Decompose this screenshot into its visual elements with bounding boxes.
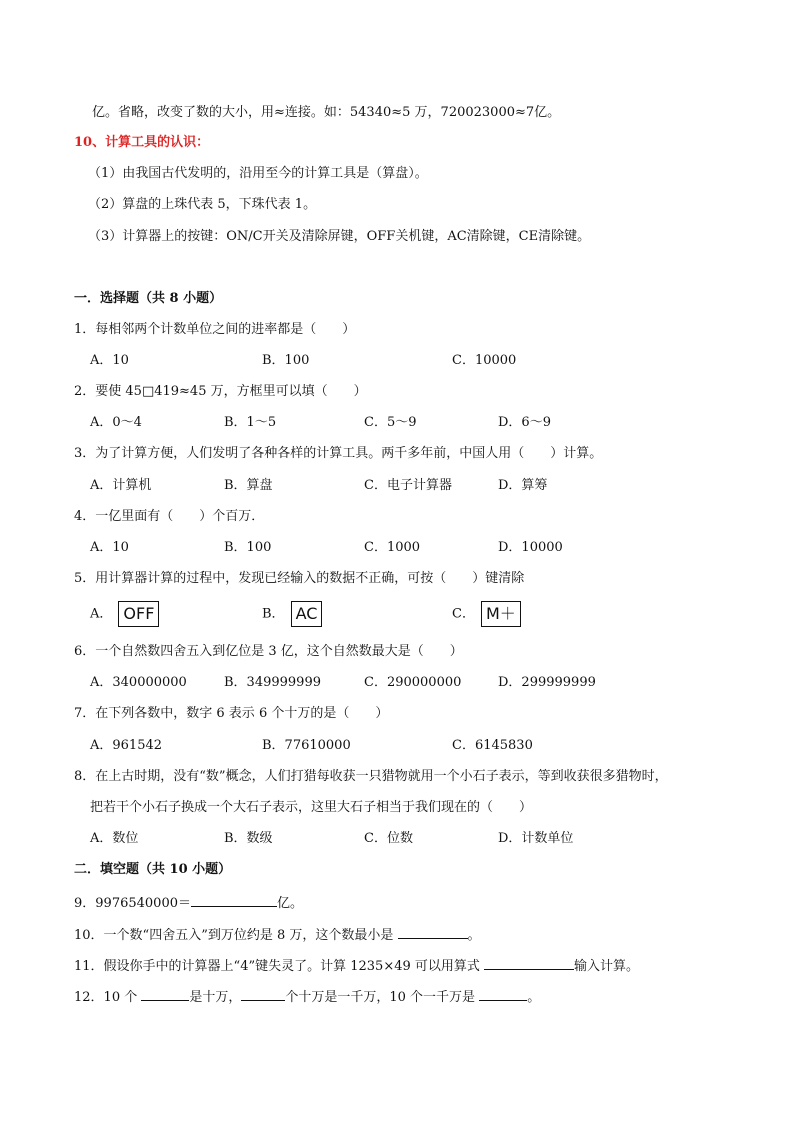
q11-answer-blank[interactable] (484, 955, 574, 970)
q4-option-c[interactable]: C．1000 (364, 540, 421, 555)
question-3-stem: 3．为了计算方便，人们发明了各种各样的计算工具。两千多年前，中国人用（ ）计算。 (74, 446, 603, 461)
question-8-stem-continued: 把若干个小石子换成一个大石子表示，这里大石子相当于我们现在的（ ） (90, 800, 533, 815)
q9-text-after: 亿。 (276, 896, 303, 911)
q12-answer-blank-1[interactable] (141, 986, 189, 1001)
question-11 (74, 955, 639, 976)
q1-option-c[interactable]: C．10000 (452, 353, 517, 368)
q11-text-before: 11．假设你手中的计算器上“4”键失灵了。计算 1235×49 可以用算式 (74, 959, 485, 974)
note-item-1: （1）由我国古代发明的，沿用至今的计算工具是（算盘）。 (88, 166, 428, 181)
question-2-stem: 2．要使 45□419≈45 万，方框里可以填（ ） (74, 384, 367, 399)
q3-option-c[interactable]: C．电子计算器 (364, 478, 452, 493)
q2-option-d[interactable]: D．6～9 (498, 415, 551, 430)
question-1-stem: 1．每相邻两个计数单位之间的进率都是（ ） (74, 322, 356, 337)
q10-text-before: 10．一个数“四舍五入”到万位约是 8 万，这个数最小是 (74, 928, 398, 943)
q5-option-a-label: A． (90, 606, 113, 622)
q5-option-b[interactable] (262, 601, 322, 627)
q8-option-d[interactable]: D．计数单位 (498, 831, 574, 846)
q6-option-a[interactable]: A．340000000 (90, 675, 187, 690)
question-5-stem: 5．用计算器计算的过程中，发现已经输入的数据不正确，可按（ ）键清除 (74, 571, 525, 586)
note-item-2: （2）算盘的上珠代表 5，下珠代表 1。 (88, 197, 317, 212)
q6-option-c[interactable]: C．290000000 (364, 675, 462, 690)
q7-option-b[interactable]: B．77610000 (262, 738, 351, 753)
section-2-title: 二．填空题（共 10 小题） (74, 862, 232, 877)
section-10-title: 10、计算工具的认识： (74, 135, 210, 150)
q3-option-d[interactable]: D．算筹 (498, 478, 548, 493)
question-9 (74, 892, 303, 913)
q12-text-1: 12．10 个 (74, 990, 142, 1005)
q1-option-b[interactable]: B．100 (262, 353, 310, 368)
q8-option-b[interactable]: B．数级 (224, 831, 273, 846)
question-6-stem: 6．一个自然数四舍五入到亿位是 3 亿，这个自然数最大是（ ） (74, 644, 463, 659)
off-key: OFF (118, 601, 159, 627)
q12-text-4: 。 (527, 990, 541, 1005)
q1-option-a[interactable]: A．10 (90, 353, 129, 368)
q3-option-b[interactable]: B．算盘 (224, 478, 273, 493)
q2-option-a[interactable]: A．0～4 (90, 415, 142, 430)
q5-option-a[interactable] (90, 601, 159, 627)
q11-text-after: 输入计算。 (574, 959, 640, 974)
q5-option-b-label: B． (262, 606, 285, 622)
q3-option-a[interactable]: A．计算机 (90, 478, 152, 493)
question-7-stem: 7．在下列各数中，数字 6 表示 6 个十万的是（ ） (74, 706, 389, 721)
question-12 (74, 986, 540, 1007)
q12-text-3: 个十万是一千万，10 个一千万是 (285, 990, 480, 1005)
q12-answer-blank-3[interactable] (479, 986, 527, 1001)
section-1-title: 一．选择题（共 8 小题） (74, 291, 223, 306)
q5-option-c-label: C． (452, 606, 475, 622)
m-plus-key: M＋ (481, 601, 521, 627)
q10-answer-blank[interactable] (398, 924, 468, 939)
q8-option-c[interactable]: C．位数 (364, 831, 413, 846)
q6-option-d[interactable]: D．299999999 (498, 675, 596, 690)
note-item-3: （3）计算器上的按键：ON/C开关及清除屏键，OFF关机键，AC清除键，CE清除键。 (88, 229, 591, 244)
question-8-stem: 8．在上古时期，没有“数”概念，人们打猎每收获一只猎物就用一个小石子表示，等到收获很多猎物时， (74, 769, 668, 784)
q6-option-b[interactable]: B．349999999 (224, 675, 321, 690)
q12-answer-blank-2[interactable] (241, 986, 285, 1001)
q2-option-c[interactable]: C．5～9 (364, 415, 417, 430)
q7-option-c[interactable]: C．6145830 (452, 738, 533, 753)
q7-option-a[interactable]: A．961542 (90, 738, 163, 753)
q9-answer-blank[interactable] (191, 892, 277, 907)
note-rounding-line: 亿。省略，改变了数的大小，用≈连接。如：54340≈5 万，720023000≈7亿。 (92, 105, 561, 120)
q8-option-a[interactable]: A．数位 (90, 831, 139, 846)
q4-option-d[interactable]: D．10000 (498, 540, 563, 555)
question-4-stem: 4．一亿里面有（ ）个百万． (74, 509, 265, 524)
q9-text-before: 9．9976540000＝ (74, 896, 191, 911)
ac-key: AC (291, 601, 323, 627)
q10-text-after: 。 (467, 928, 481, 943)
q12-text-2: 是十万， (189, 990, 242, 1005)
q4-option-b[interactable]: B．100 (224, 540, 272, 555)
q2-option-b[interactable]: B．1～5 (224, 415, 277, 430)
question-10 (74, 924, 481, 945)
q4-option-a[interactable]: A．10 (90, 540, 129, 555)
q5-option-c[interactable] (452, 601, 521, 627)
